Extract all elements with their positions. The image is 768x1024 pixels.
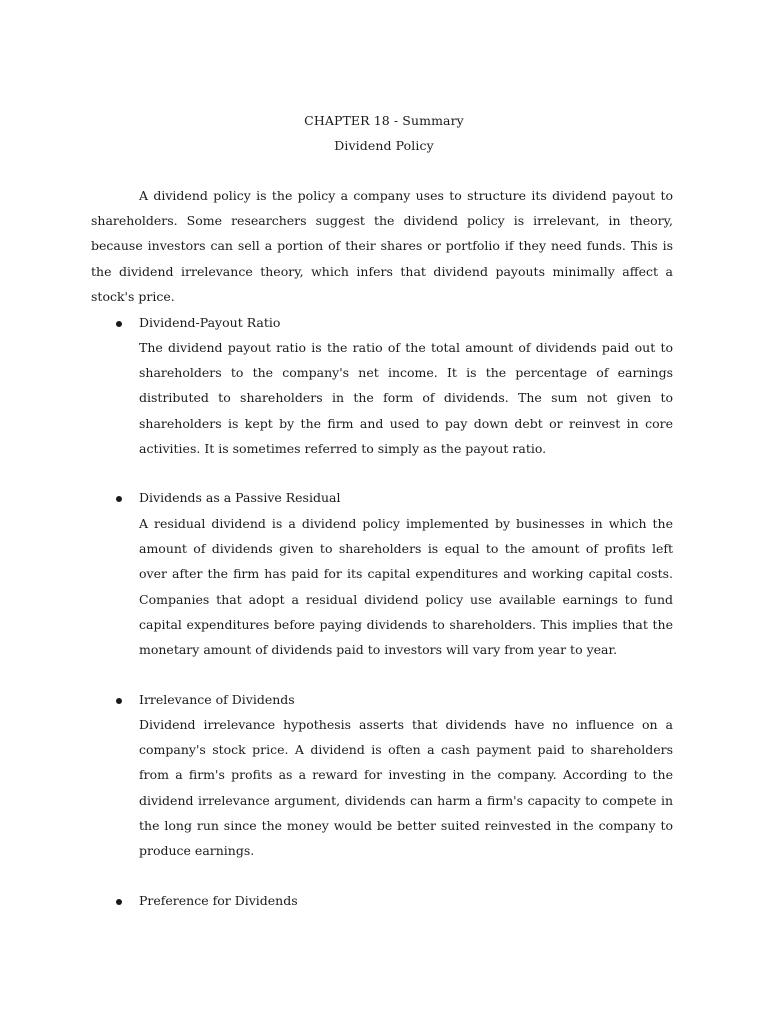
section-body-payout-ratio: The dividend payout ratio is the ratio of the total amount of dividends paid out to shareholders to the company's net income. It is the percentage of earnings distributed to shareholders in the form of dividends. The sum not given to shareholders is kept by the firm and used to pay down debt or reinvest in core activities. It is sometimes referred to simply as the payout ratio. (139, 340, 673, 456)
section-heading-passive-residual: Dividends as a Passive Residual (139, 490, 341, 505)
section-heading-payout-ratio: Dividend-Payout Ratio (139, 315, 281, 330)
bullet-icon (116, 698, 122, 704)
section-heading-irrelevance: Irrelevance of Dividends (139, 692, 295, 707)
intro-paragraph: A dividend policy is the policy a company uses to structure its dividend payout to shareholders. Some researchers suggest the dividend policy is irrelevant, in theory, because investors can sell a portion of their shares or portfolio if they need funds. This is the dividend irrelevance theory, which infers that dividend payouts minimally affect a stock's price. (91, 188, 673, 304)
bullet-icon (116, 899, 122, 905)
chapter-subtitle: Dividend Policy (334, 138, 434, 153)
section-heading-preference: Preference for Dividends (139, 893, 298, 908)
chapter-title: CHAPTER 18 - Summary (304, 113, 464, 128)
section-body-irrelevance: Dividend irrelevance hypothesis asserts that dividends have no influence on a company's stock price. A dividend is often a cash payment paid to shareholders from a firm's profits as a reward for investing in the company. According to the dividend irrelevance argument, dividends can harm a firm's capacity to compete in the long run since the money would be better suited reinvested in the company to produce earnings. (139, 717, 673, 859)
bullet-icon (116, 321, 122, 327)
section-body-passive-residual: A residual dividend is a dividend policy implemented by businesses in which the amount of dividends given to shareholders is equal to the amount of profits left over after the firm has paid for its capital expenditures and working capital costs. Companies that adopt a residual dividend policy use available earnings to fund capital expenditures before paying dividends to shareholders. This implies that the monetary amount of dividends paid to investors will vary from year to year. (139, 516, 673, 658)
bullet-icon (116, 496, 122, 502)
